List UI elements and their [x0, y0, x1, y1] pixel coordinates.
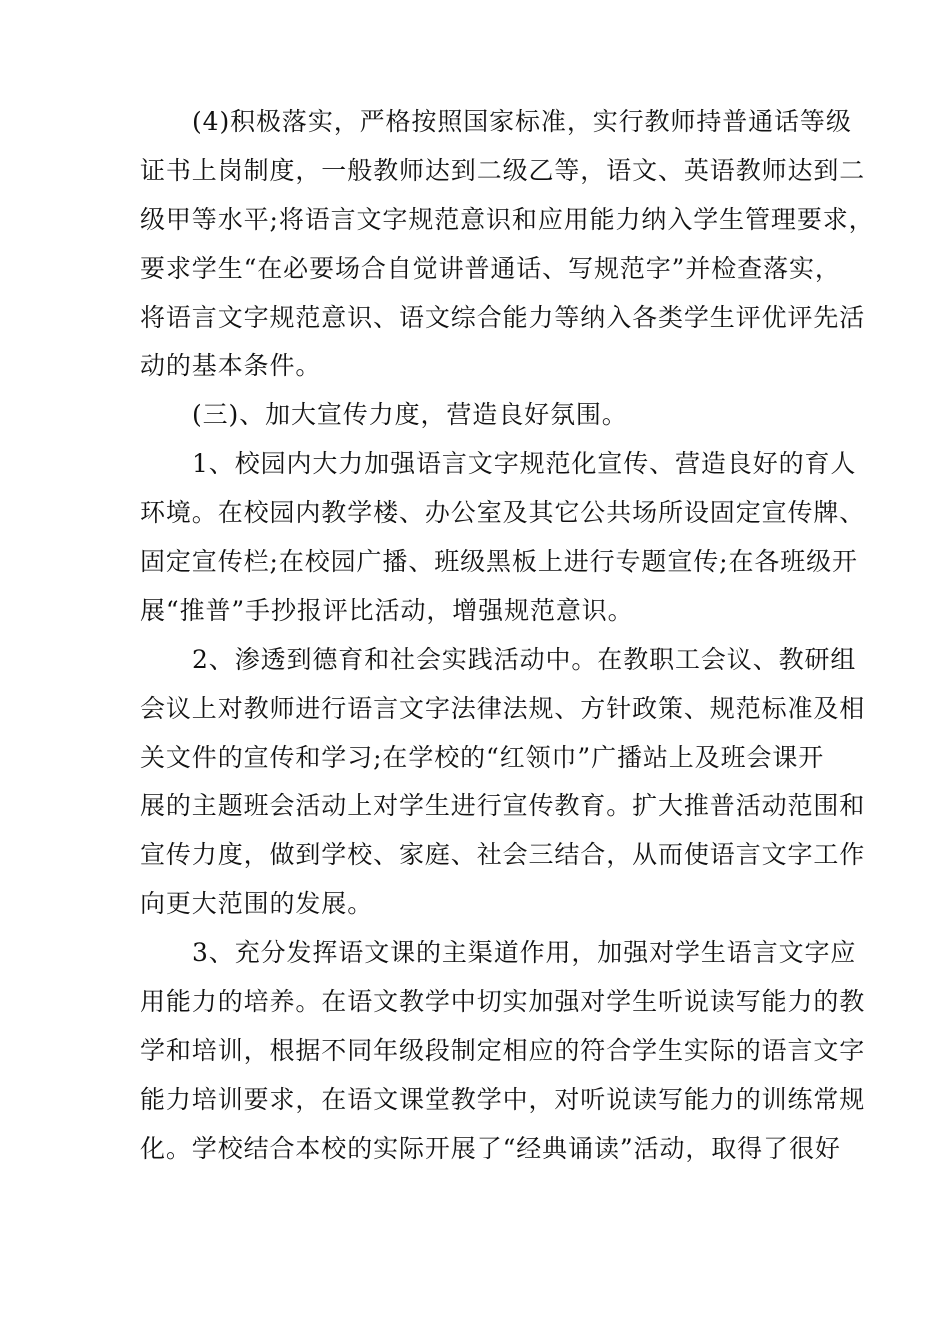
- text-line: 展“推普”手抄报评比活动，增强规范意识。: [140, 595, 634, 625]
- text-line: 动的基本条件。: [140, 351, 322, 381]
- text-line: 证书上岗制度，一般教师达到二级乙等，语文、英语教师达到二: [140, 155, 866, 185]
- document-body: [140, 98, 875, 1174]
- text-line: 化。学校结合本校的实际开展了“经典诵读”活动，取得了很好: [140, 1133, 841, 1163]
- text-line: 学和培训，根据不同年级段制定相应的符合学生实际的语言文字: [140, 1035, 866, 1065]
- text-line: 要求学生“在必要场合自觉讲普通话、写规范字”并检查落实，: [140, 253, 841, 283]
- text-line: 1、校园内大力加强语言文字规范化宣传、营造良好的育人: [192, 449, 857, 479]
- text-line: 级甲等水平;将语言文字规范意识和应用能力纳入学生管理要求，: [140, 204, 875, 234]
- text-line: 会议上对教师进行语言文字法律法规、方针政策、规范标准及相: [140, 693, 866, 723]
- text-line: 2、渗透到德育和社会实践活动中。在教职工会议、教研组: [192, 644, 857, 674]
- text-line: 能力培训要求，在语文课堂教学中，对听说读写能力的训练常规: [140, 1084, 866, 1114]
- text-line: (4)积极落实，严格按照国家标准，实行教师持普通话等级: [192, 107, 852, 136]
- text-line: 3、充分发挥语文课的主渠道作用，加强对学生语言文字应: [192, 938, 857, 968]
- text-line: 宣传力度，做到学校、家庭、社会三结合，从而使语言文字工作: [140, 840, 866, 870]
- text-line: 固定宣传栏;在校园广播、班级黑板上进行专题宣传;在各班级开: [140, 547, 858, 577]
- text-line: 将语言文字规范意识、语文综合能力等纳入各类学生评优评先活: [140, 302, 866, 332]
- text-line: 展的主题班会活动上对学生进行宣传教育。扩大推普活动范围和: [140, 791, 866, 821]
- text-line: 环境。在校园内教学楼、办公室及其它公共场所设固定宣传牌、: [140, 498, 866, 528]
- text-line: 关文件的宣传和学习;在学校的“红领巾”广播站上及班会课开: [140, 742, 825, 772]
- text-line: (三)、加大宣传力度，营造良好氛围。: [192, 400, 628, 430]
- text-line: 向更大范围的发展。: [140, 889, 374, 919]
- text-line: 用能力的培养。在语文教学中切实加强对学生听说读写能力的教: [140, 987, 866, 1017]
